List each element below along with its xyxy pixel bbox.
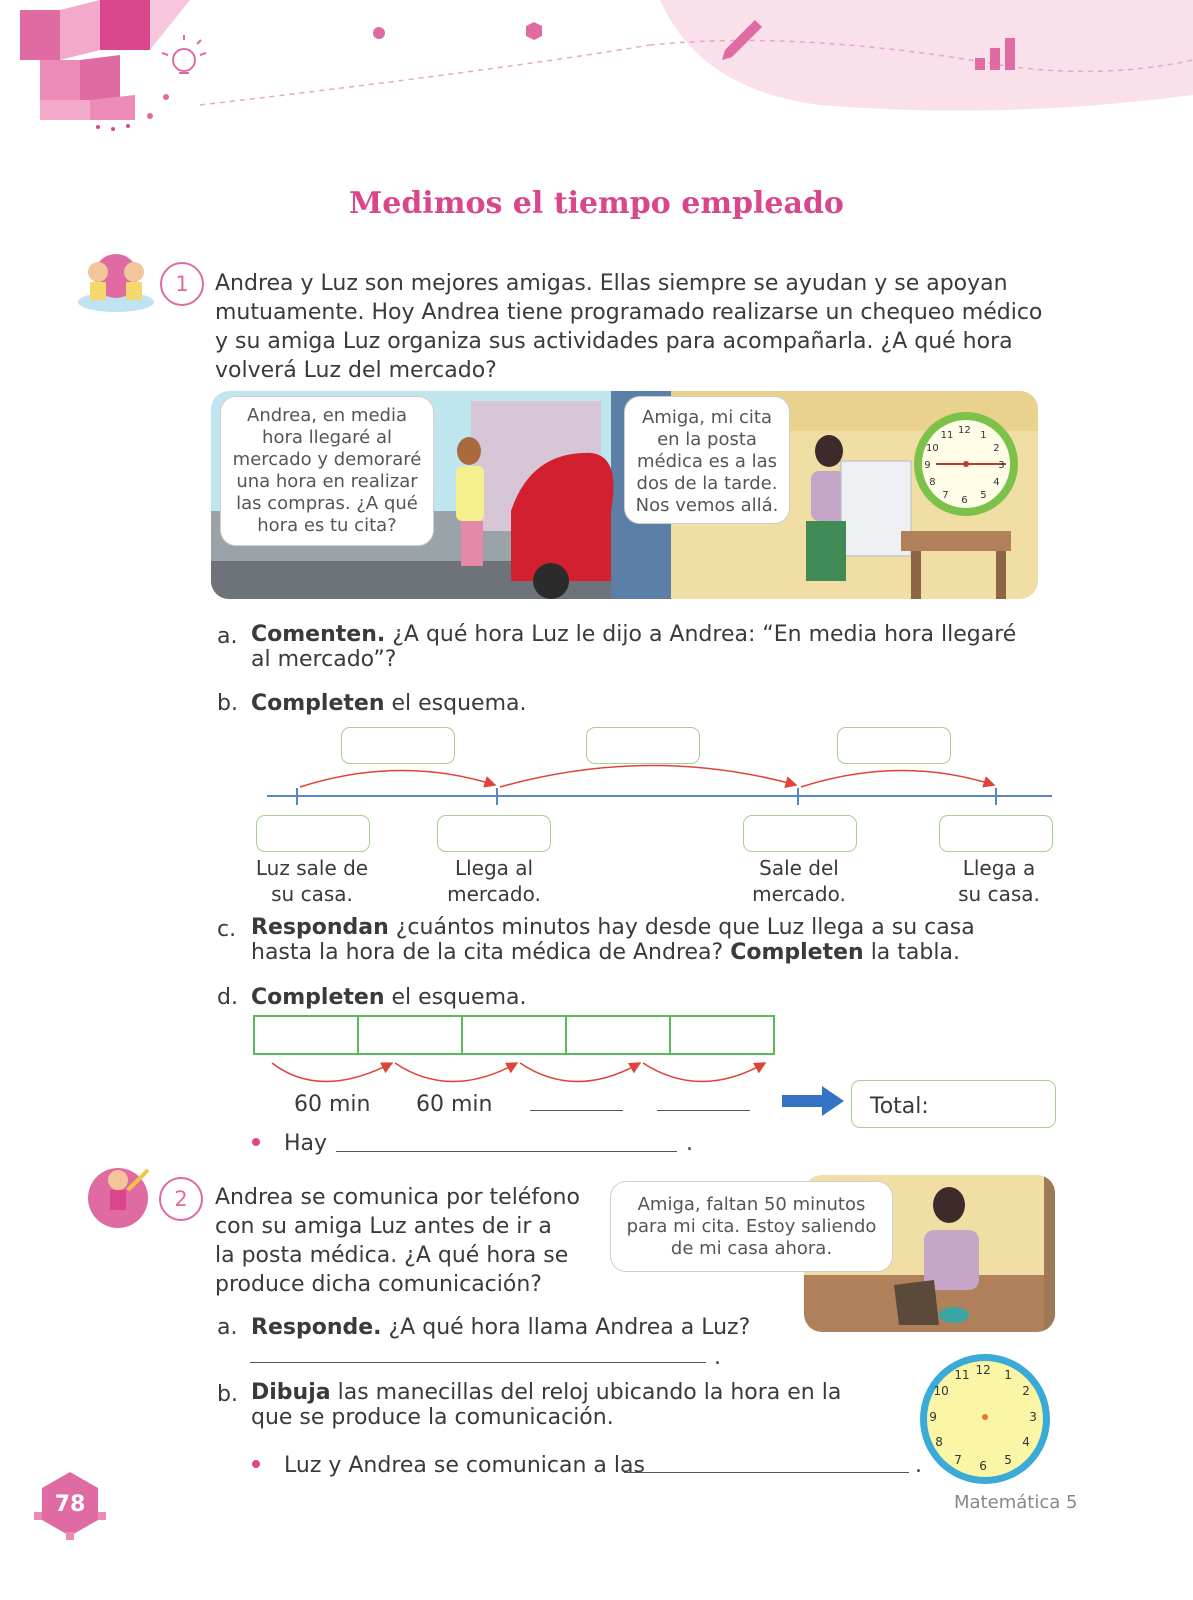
cubes-icon: [20, 0, 190, 120]
hay-label: Hay: [284, 1131, 328, 1156]
svg-text:78: 78: [54, 1492, 86, 1517]
page-number-badge: [34, 1468, 106, 1540]
bullet-dot: [252, 1460, 260, 1468]
item-2a-text: Responde. ¿A qué hora llama Andrea a Luz?: [251, 1315, 751, 1340]
item-d-text: Completen el esquema.: [251, 985, 527, 1010]
item-2b-text: Dibuja las manecillas del reloj ubicando la hora en la que se produce la comunicación.: [251, 1380, 842, 1430]
minutes-table: [253, 1015, 775, 1055]
table-cell[interactable]: [671, 1017, 773, 1053]
item-2b-letter: b.: [217, 1382, 238, 1407]
table-cell[interactable]: [567, 1017, 671, 1053]
answer-box-top-2[interactable]: [586, 727, 700, 764]
minutes-label-2: 60 min: [416, 1092, 493, 1117]
header-decoration: [0, 0, 1193, 150]
table-cell[interactable]: [255, 1017, 359, 1053]
item-b-letter: b.: [217, 691, 238, 716]
answer-line-2b[interactable]: [624, 1472, 909, 1473]
item-b-text: Completen el esquema.: [251, 691, 527, 716]
total-box[interactable]: Total:: [851, 1080, 1056, 1128]
problem-2-text: Andrea se comunica por teléfono con su amiga Luz antes de ir a la posta médica. ¿A qué hora se produce dicha comunicación?: [215, 1185, 580, 1297]
table-cell[interactable]: [359, 1017, 463, 1053]
label-luz-sale: Luz sale de su casa.: [255, 856, 369, 906]
label-sale-mercado: Sale del mercado.: [752, 856, 846, 906]
arrow-right-icon: [782, 1086, 847, 1116]
svg-text:12 1 2 3 4: 12 1 2 3 4 5 6 7 8 9 10 11: [929, 1363, 1037, 1473]
minutes-label-1: 60 min: [294, 1092, 371, 1117]
period: .: [714, 1345, 721, 1370]
answer-box-bottom-1[interactable]: [256, 815, 370, 852]
book-title: Matemática 5: [954, 1492, 1078, 1513]
hay-answer-line[interactable]: [336, 1151, 677, 1152]
item-2a-letter: a.: [217, 1315, 238, 1340]
kids-reading-icon: [76, 252, 156, 314]
item-c-text: Respondan ¿cuántos minutos hay desde que Luz llega a su casa hasta la hora de la cita médica de Andrea? Completen la tabla.: [251, 915, 975, 965]
lightbulb-icon: [162, 35, 206, 73]
label-llega-casa: Llega a su casa.: [958, 856, 1040, 906]
speech-bubble-andrea-2: Amiga, faltan 50 minutos para mi cita. Estoy saliendo de mi casa ahora.: [610, 1181, 893, 1272]
period: .: [686, 1131, 693, 1156]
bullet-dot: [252, 1138, 260, 1146]
speech-bubble-luz: Andrea, en media hora llegaré al mercado y demoraré una hora en realizar las compras. ¿A qué hora es tu cita?: [220, 396, 434, 546]
table-cell[interactable]: [463, 1017, 567, 1053]
answer-box-top-1[interactable]: [341, 727, 455, 764]
minutes-arrows: [260, 1055, 780, 1090]
item-a-letter: a.: [217, 624, 238, 649]
speech-bubble-andrea: Amiga, mi cita en la posta médica es a las dos de la tarde. Nos vemos allá.: [624, 396, 790, 524]
problem-1-text: Andrea y Luz son mejores amigas. Ellas siempre se ayudan y se apoyan mutuamente. Hoy Andrea tiene programado realizarse un chequeo médico y su amiga Luz organiza sus actividades para acompañarla. ¿A qué hora volverá Luz del mercado?: [215, 271, 1043, 383]
blank-line-1[interactable]: [530, 1110, 623, 1111]
answer-box-bottom-4[interactable]: [939, 815, 1053, 852]
blank-line-2[interactable]: [657, 1110, 750, 1111]
svg-text:12 1 2 3: 12 1 2 3 4 5 6 7 8 9 10 11: [924, 425, 1005, 506]
item-d-letter: d.: [217, 985, 238, 1010]
period: .: [915, 1453, 922, 1478]
item-c-letter: c.: [217, 917, 237, 942]
wall-clock-icon: [911, 409, 1021, 519]
page-title: Medimos el tiempo empleado: [349, 186, 844, 221]
answer-line-2a[interactable]: [250, 1362, 706, 1363]
answer-box-bottom-2[interactable]: [437, 815, 551, 852]
item-2b-bullet: Luz y Andrea se comunican a las: [284, 1453, 645, 1478]
problem-2-number: 2: [159, 1177, 203, 1221]
item-a-text: Comenten. ¿A qué hora Luz le dijo a Andrea: “En media hora llegaré al mercado”?: [251, 622, 1017, 672]
answer-box-bottom-3[interactable]: [743, 815, 857, 852]
girl-pencil-icon: [88, 1160, 152, 1230]
blank-clock-icon[interactable]: [918, 1352, 1053, 1487]
label-llega-mercado: Llega al mercado.: [447, 856, 541, 906]
problem-1-number: 1: [160, 262, 204, 306]
answer-box-top-3[interactable]: [837, 727, 951, 764]
